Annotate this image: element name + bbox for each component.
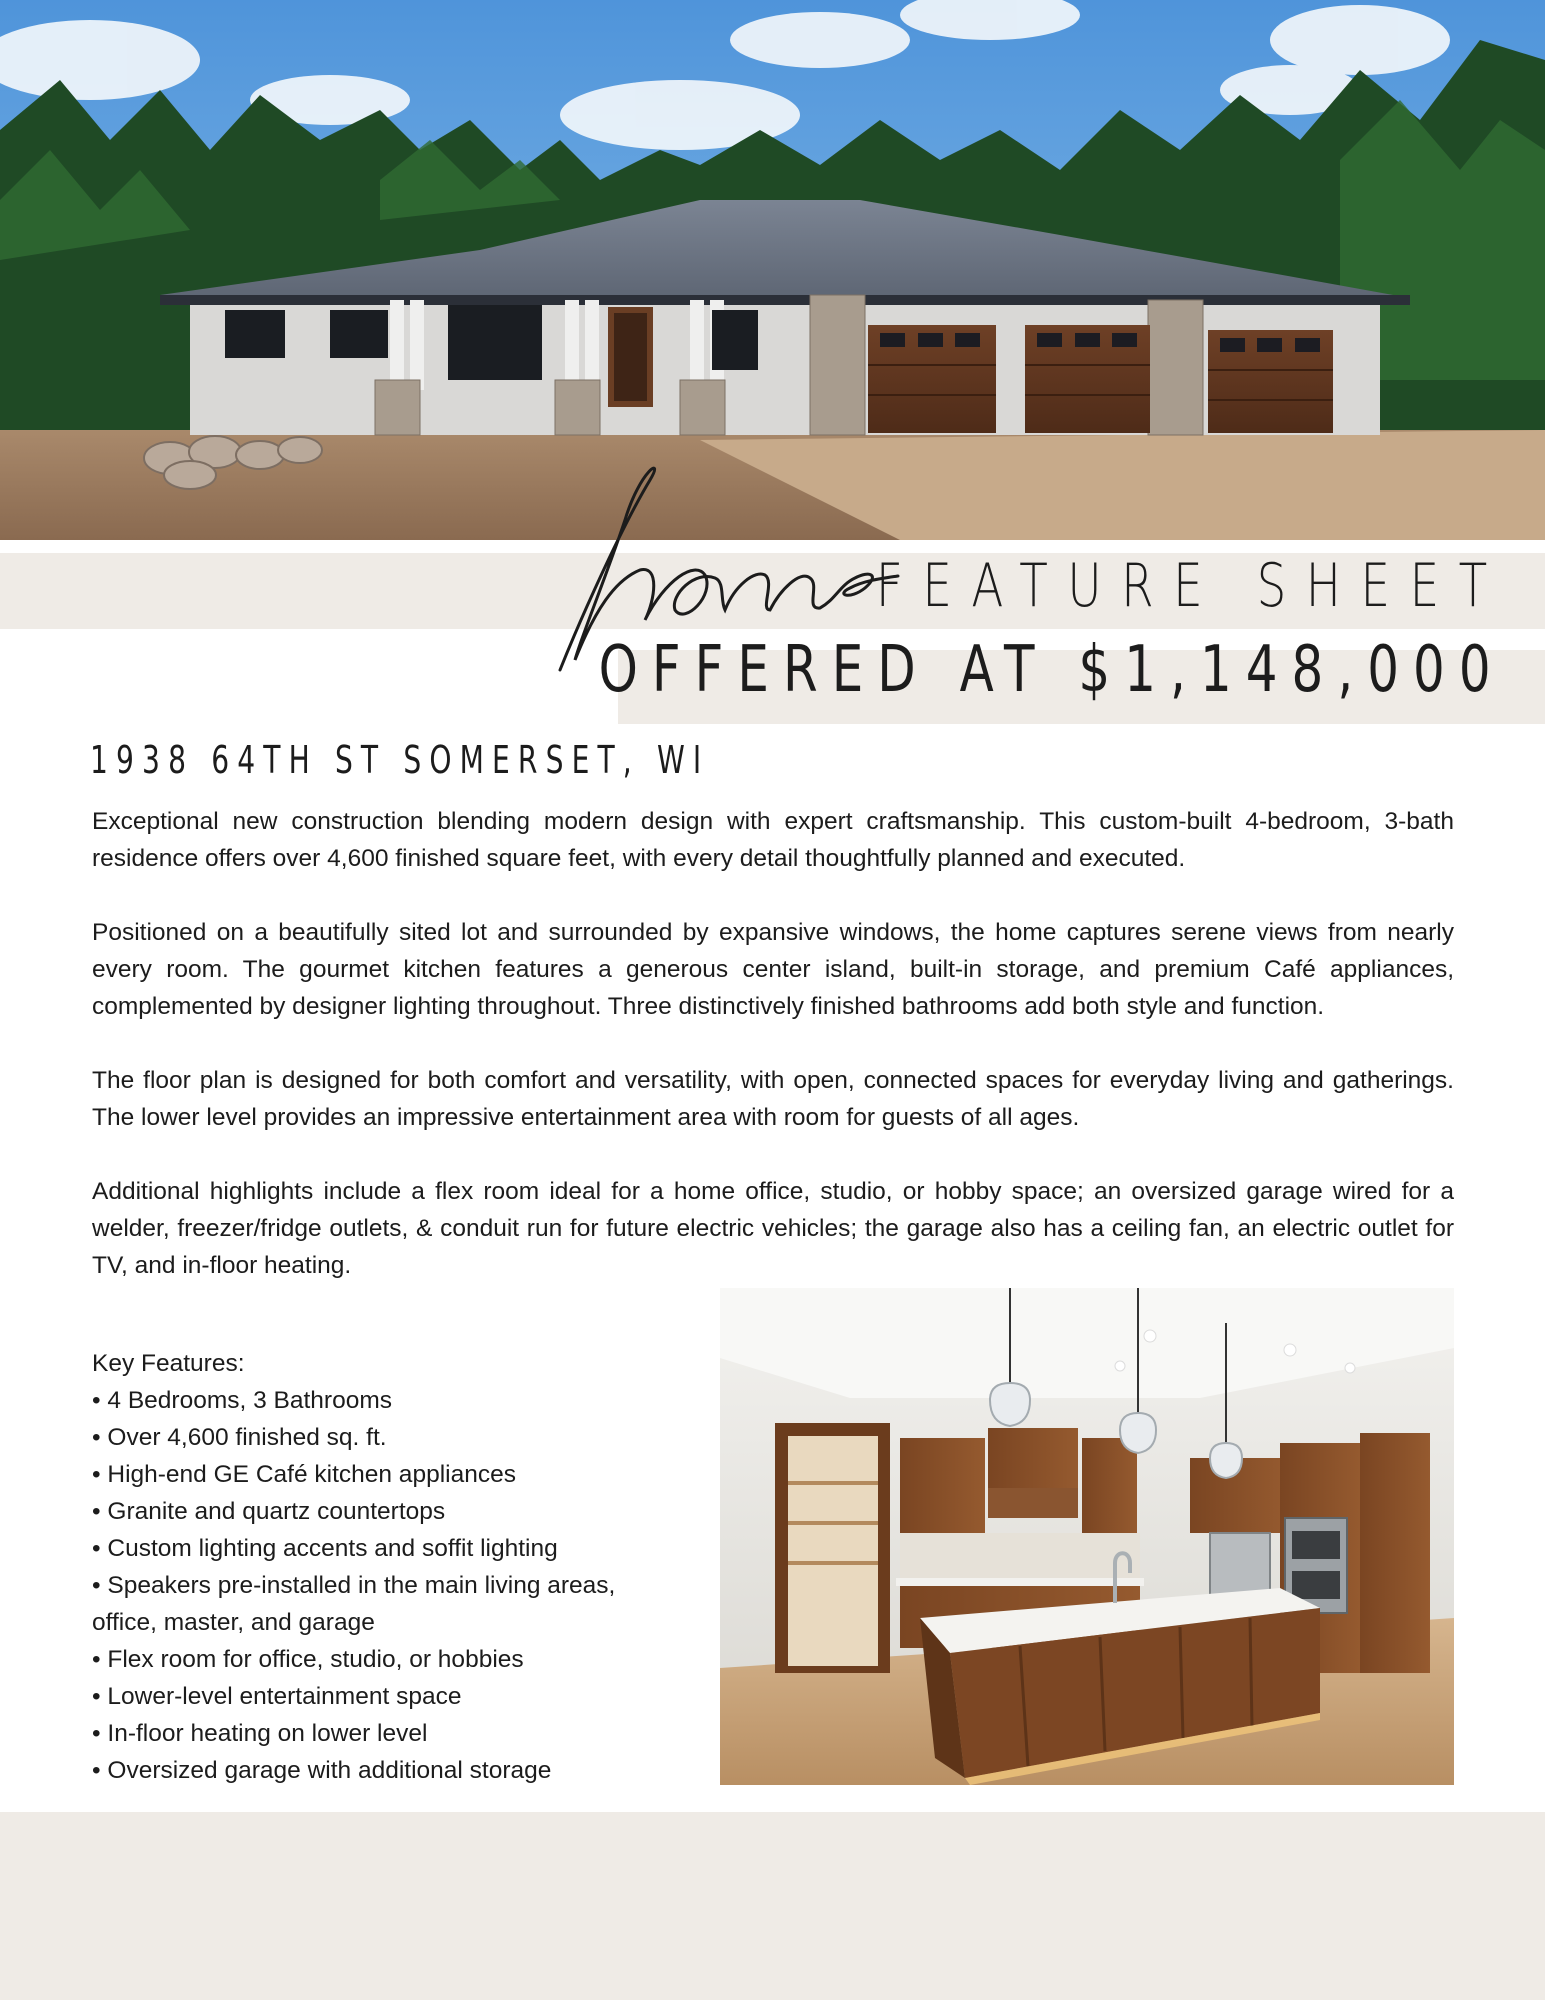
- description-paragraph-4: [92, 1173, 1454, 1284]
- list-item: • Over 4,600 finished sq. ft.: [92, 1424, 387, 1451]
- kitchen-photo: [720, 1288, 1454, 1785]
- list-item: • Flex room for office, studio, or hobbies: [92, 1646, 524, 1673]
- feature-sheet-heading: FEATURE SHEET: [876, 551, 1507, 621]
- offered-price: OFFERED AT $1,148,000: [598, 633, 1505, 707]
- key-features-list: [92, 1382, 692, 1789]
- list-item: • High-end GE Café kitchen appliances: [92, 1461, 516, 1488]
- description-paragraph-1: Exceptional new construction blending modern design with expert craftsmanship. This custom-built 4-bedroom, 3-bath residence offers over 4,600 finished square feet, with every detail thoughtfully planned and executed.: [92, 808, 1454, 872]
- footer-band: [0, 1812, 1545, 2000]
- list-item: office, master, and garage: [92, 1609, 375, 1636]
- list-item: • Speakers pre-installed in the main living areas,: [92, 1572, 616, 1599]
- description-paragraph-4-text: Additional highlights include a flex room ideal for a home office, studio, or hobby space; an oversized garage wired for a welder, freezer/fridge outlets, & conduit run for future electric vehicles; the garage also has a ceiling fan, an electric outlet for TV, and in-floor heating.: [92, 1178, 1454, 1279]
- list-item: • Granite and quartz countertops: [92, 1498, 446, 1525]
- description: [92, 803, 1454, 1284]
- list-item: • 4 Bedrooms, 3 Bathrooms: [92, 1387, 392, 1414]
- list-item: • Custom lighting accents and soffit lighting: [92, 1535, 558, 1562]
- list-item: • In-floor heating on lower level: [92, 1720, 428, 1747]
- property-address: 1938 64TH ST SOMERSET, WI: [90, 738, 710, 782]
- key-features: [92, 1345, 692, 1789]
- hero-house-photo: [0, 0, 1545, 540]
- list-item: • Oversized garage with additional storage: [92, 1757, 552, 1784]
- list-item: • Lower-level entertainment space: [92, 1683, 462, 1710]
- description-paragraph-2: Positioned on a beautifully sited lot and surrounded by expansive windows, the home captures serene views from nearly every room. The gourmet kitchen features a generous center island, built-in storage, and premium Café appliances, complemented by designer lighting throughout. Three distinctively finished bathrooms add both style and function.: [92, 919, 1454, 1020]
- key-features-heading: Key Features:: [92, 1350, 245, 1377]
- description-paragraph-3: The floor plan is designed for both comfort and versatility, with open, connected spaces for everyday living and gatherings. The lower level provides an impressive entertainment area with room for guests of all ages.: [92, 1067, 1454, 1131]
